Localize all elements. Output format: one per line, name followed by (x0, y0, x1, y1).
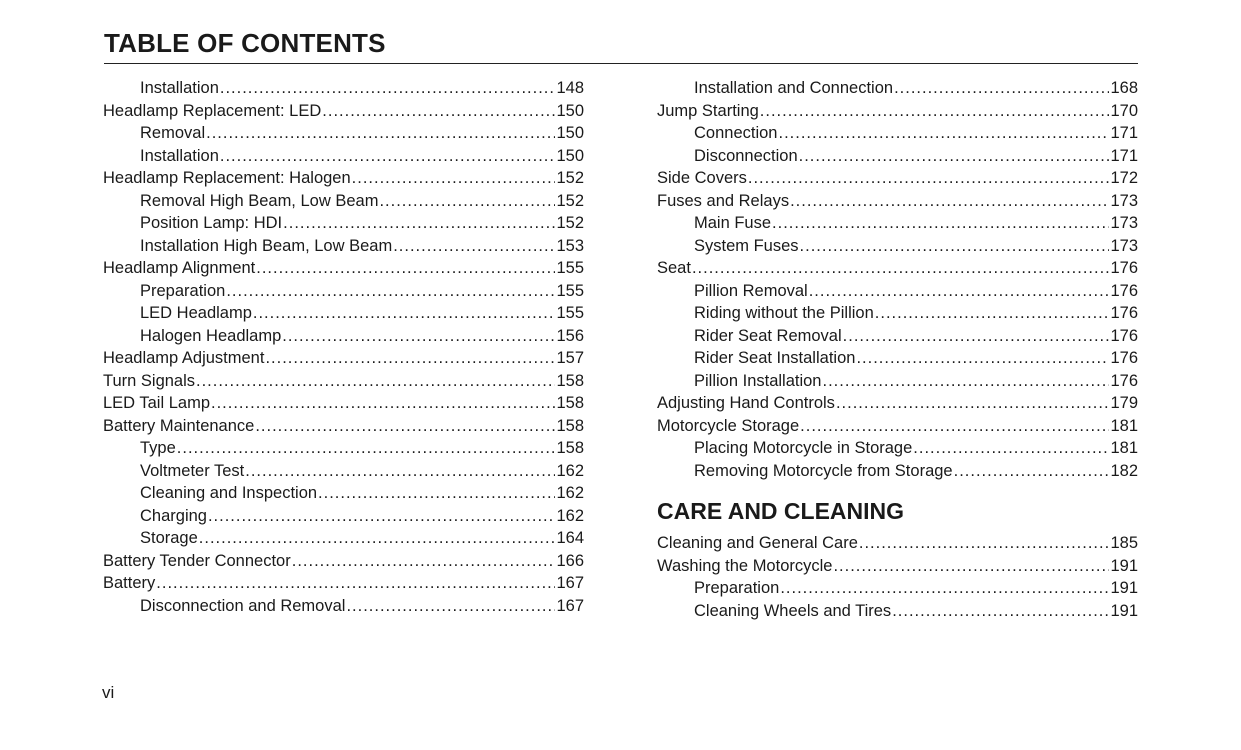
toc-entry-page-number: 176 (1110, 281, 1138, 300)
page-title: TABLE OF CONTENTS (104, 28, 386, 58)
toc-entry[interactable] (103, 190, 584, 213)
toc-entry-page-number: 167 (556, 574, 584, 592)
toc-entry-title: Preparation (140, 281, 226, 300)
dot-leader (177, 437, 556, 460)
toc-entry-title: Installation (140, 79, 219, 97)
toc-entry[interactable] (657, 77, 1138, 100)
dot-leader (772, 212, 1109, 235)
toc-entry-title: Position Lamp: HDI (140, 214, 283, 232)
toc-list (103, 77, 584, 617)
toc-entry-title: Adjusting Hand Controls (657, 394, 835, 412)
dot-leader (833, 555, 1109, 578)
toc-entry-page-number: 158 (556, 371, 584, 390)
toc-entry-page-number: 152 (556, 214, 584, 232)
toc-entry[interactable] (103, 437, 584, 460)
toc-right-column (657, 77, 1138, 622)
toc-entry-title: Installation (140, 146, 219, 165)
toc-entry[interactable] (657, 235, 1138, 258)
dot-leader (156, 572, 555, 595)
toc-entry-page-number: 185 (1110, 534, 1138, 552)
toc-entry-title: Removal High Beam, Low Beam (140, 191, 379, 210)
dot-leader (393, 235, 555, 258)
toc-entry-page-number: 170 (1110, 101, 1138, 120)
toc-entry-page-number: 176 (1110, 326, 1138, 345)
toc-entry[interactable] (103, 550, 584, 573)
toc-entry[interactable] (657, 167, 1138, 190)
toc-list (657, 77, 1138, 482)
toc-entry[interactable] (103, 595, 584, 618)
dot-leader (245, 460, 555, 483)
dot-leader (748, 167, 1110, 190)
toc-entry[interactable] (657, 190, 1138, 213)
toc-entry-page-number: 150 (556, 146, 584, 165)
toc-entry-title: Rider Seat Removal (694, 326, 842, 345)
toc-entry-page-number: 182 (1110, 461, 1138, 480)
toc-entry-title: Headlamp Replacement: Halogen (103, 169, 351, 187)
toc-entry[interactable] (103, 572, 584, 595)
toc-entry-title: Removing Motorcycle from Storage (694, 461, 953, 480)
toc-left-column (103, 77, 584, 617)
dot-leader (954, 460, 1110, 483)
toc-entry-title: Connection (694, 124, 778, 142)
toc-entry-title: Headlamp Adjustment (103, 349, 265, 367)
toc-entry-title: Disconnection and Removal (140, 596, 346, 615)
toc-entry-title: Battery (103, 574, 156, 592)
toc-entry[interactable] (657, 145, 1138, 168)
dot-leader (226, 280, 555, 303)
toc-entry-page-number: 173 (1110, 191, 1138, 210)
toc-entry[interactable] (657, 600, 1138, 623)
toc-entry-page-number: 176 (1110, 371, 1138, 390)
dot-leader (800, 415, 1109, 438)
toc-entry[interactable] (657, 370, 1138, 393)
dot-leader (206, 122, 555, 145)
dot-leader (199, 527, 556, 550)
toc-entry-title: Motorcycle Storage (657, 416, 800, 435)
toc-entry-page-number: 176 (1110, 259, 1138, 277)
dot-leader (809, 280, 1110, 303)
toc-entry-page-number: 152 (556, 191, 584, 210)
dot-leader (196, 370, 555, 393)
dot-leader (823, 370, 1110, 393)
dot-leader (913, 437, 1109, 460)
toc-entry-page-number: 181 (1110, 439, 1138, 457)
dot-leader (256, 257, 555, 280)
toc-entry-page-number: 158 (556, 416, 584, 435)
toc-entry-title: Seat (657, 259, 691, 277)
dot-leader (211, 392, 555, 415)
toc-list (657, 532, 1138, 622)
toc-entry-title: Headlamp Alignment (103, 259, 256, 277)
toc-entry-title: Cleaning and Inspection (140, 484, 318, 502)
toc-entry[interactable] (103, 370, 584, 393)
toc-entry[interactable] (657, 460, 1138, 483)
dot-leader (255, 415, 555, 438)
toc-entry[interactable] (103, 167, 584, 190)
toc-entry-page-number: 171 (1110, 146, 1138, 165)
toc-entry-page-number: 173 (1110, 214, 1138, 232)
toc-entry-title: System Fuses (694, 236, 799, 255)
toc-entry-page-number: 162 (556, 461, 584, 480)
toc-entry-title: Charging (140, 506, 207, 525)
toc-entry-title: Type (140, 439, 176, 457)
dot-leader (778, 122, 1109, 145)
toc-entry-page-number: 157 (556, 349, 584, 367)
dot-leader (283, 212, 555, 235)
toc-entry[interactable] (657, 325, 1138, 348)
toc-entry-page-number: 153 (556, 236, 584, 255)
toc-entry-page-number: 158 (556, 394, 584, 412)
toc-entry[interactable] (657, 122, 1138, 145)
toc-entry-title: Pillion Removal (694, 281, 808, 300)
toc-entry[interactable] (657, 577, 1138, 600)
toc-entry-title: Halogen Headlamp (140, 326, 282, 345)
toc-entry-page-number: 162 (556, 506, 584, 525)
toc-entry-page-number: 148 (556, 79, 584, 97)
toc-entry[interactable] (103, 257, 584, 280)
toc-entry-title: Storage (140, 529, 198, 547)
toc-entry[interactable] (103, 100, 584, 123)
toc-entry[interactable] (657, 437, 1138, 460)
toc-entry[interactable] (103, 235, 584, 258)
toc-entry[interactable] (657, 392, 1138, 415)
page-number: vi (102, 683, 115, 702)
toc-entry-title: Cleaning and General Care (657, 534, 858, 552)
toc-entry-title: Installation and Connection (694, 79, 894, 97)
toc-entry[interactable] (657, 347, 1138, 370)
toc-entry-title: Removal (140, 124, 206, 142)
toc-entry-title: Installation High Beam, Low Beam (140, 236, 393, 255)
toc-entry-title: Headlamp Replacement: LED (103, 101, 322, 120)
toc-entry-page-number: 176 (1110, 304, 1138, 322)
dot-leader (379, 190, 555, 213)
toc-entry[interactable] (657, 257, 1138, 280)
toc-entry-title: Riding without the Pillion (694, 304, 874, 322)
toc-entry[interactable] (103, 145, 584, 168)
toc-entry-page-number: 158 (556, 439, 584, 457)
toc-entry-page-number: 168 (1110, 79, 1138, 97)
toc-entry-page-number: 176 (1110, 349, 1138, 367)
toc-entry-title: Preparation (694, 579, 780, 597)
toc-entry-title: Turn Signals (103, 371, 196, 390)
dot-leader (265, 347, 555, 370)
dot-leader (282, 325, 555, 348)
toc-entry-page-number: 167 (556, 596, 584, 615)
toc-entry-title: Disconnection (694, 146, 798, 165)
toc-entry-page-number: 150 (556, 101, 584, 120)
toc-entry-title: LED Headlamp (140, 304, 252, 322)
toc-entry-page-number: 191 (1110, 601, 1138, 620)
toc-entry-title: Battery Tender Connector (103, 551, 291, 570)
dot-leader (843, 325, 1110, 348)
toc-entry[interactable] (657, 212, 1138, 235)
toc-entry-title: Cleaning Wheels and Tires (694, 601, 892, 620)
dot-leader (856, 347, 1109, 370)
toc-entry-page-number: 166 (556, 551, 584, 570)
dot-leader (346, 595, 555, 618)
toc-entry[interactable] (657, 555, 1138, 578)
toc-entry[interactable] (657, 100, 1138, 123)
toc-entry-title: Fuses and Relays (657, 191, 790, 210)
dot-leader (790, 190, 1109, 213)
toc-entry[interactable] (103, 302, 584, 325)
toc-entry-title: Washing the Motorcycle (657, 556, 833, 575)
dot-leader (760, 100, 1110, 123)
toc-entry-page-number: 155 (556, 304, 584, 322)
toc-entry-page-number: 173 (1110, 236, 1138, 255)
toc-entry[interactable] (103, 392, 584, 415)
toc-entry-page-number: 156 (556, 326, 584, 345)
dot-leader (253, 302, 556, 325)
toc-entry-page-number: 181 (1110, 416, 1138, 435)
toc-entry[interactable] (657, 280, 1138, 303)
toc-entry-page-number: 155 (556, 281, 584, 300)
toc-entry-title: Main Fuse (694, 214, 772, 232)
toc-entry-page-number: 171 (1110, 124, 1138, 142)
toc-entry-title: Placing Motorcycle in Storage (694, 439, 913, 457)
dot-leader (318, 482, 555, 505)
toc-entry[interactable] (657, 532, 1138, 555)
dot-leader (800, 235, 1110, 258)
toc-entry[interactable] (103, 347, 584, 370)
toc-entry-page-number: 172 (1110, 169, 1138, 187)
dot-leader (894, 77, 1109, 100)
toc-entry[interactable] (103, 482, 584, 505)
toc-entry-title: Side Covers (657, 169, 747, 187)
toc-entry-page-number: 191 (1110, 579, 1138, 597)
toc-entry-title: Jump Starting (657, 101, 759, 120)
toc-entry-title: Voltmeter Test (140, 461, 245, 480)
toc-entry[interactable] (103, 415, 584, 438)
toc-entry-page-number: 164 (556, 529, 584, 547)
dot-leader (292, 550, 556, 573)
dot-leader (875, 302, 1110, 325)
toc-entry-page-number: 179 (1110, 394, 1138, 412)
title-divider (104, 63, 1138, 64)
toc-entry-title: Pillion Installation (694, 371, 822, 390)
dot-leader (352, 167, 556, 190)
toc-entry[interactable] (657, 302, 1138, 325)
toc-entry-title: Rider Seat Installation (694, 349, 856, 367)
dot-leader (220, 77, 556, 100)
dot-leader (322, 100, 555, 123)
toc-entry[interactable] (103, 527, 584, 550)
toc-entry[interactable] (103, 325, 584, 348)
toc-entry[interactable] (103, 505, 584, 528)
toc-entry-page-number: 155 (556, 259, 584, 277)
toc-entry[interactable] (103, 212, 584, 235)
dot-leader (859, 532, 1110, 555)
toc-entry-page-number: 191 (1110, 556, 1138, 575)
dot-leader (692, 257, 1110, 280)
toc-entry-title: Battery Maintenance (103, 416, 255, 435)
toc-entry[interactable] (103, 280, 584, 303)
toc-entry-page-number: 152 (556, 169, 584, 187)
toc-entry[interactable] (103, 77, 584, 100)
section-heading: CARE AND CLEANING (657, 498, 905, 524)
dot-leader (892, 600, 1109, 623)
toc-entry[interactable] (103, 460, 584, 483)
dot-leader (799, 145, 1110, 168)
dot-leader (780, 577, 1109, 600)
toc-entry-title: LED Tail Lamp (103, 394, 211, 412)
toc-entry-page-number: 150 (556, 124, 584, 142)
dot-leader (836, 392, 1110, 415)
toc-entry[interactable] (103, 122, 584, 145)
toc-entry[interactable] (657, 415, 1138, 438)
dot-leader (208, 505, 556, 528)
dot-leader (220, 145, 556, 168)
toc-entry-page-number: 162 (556, 484, 584, 502)
